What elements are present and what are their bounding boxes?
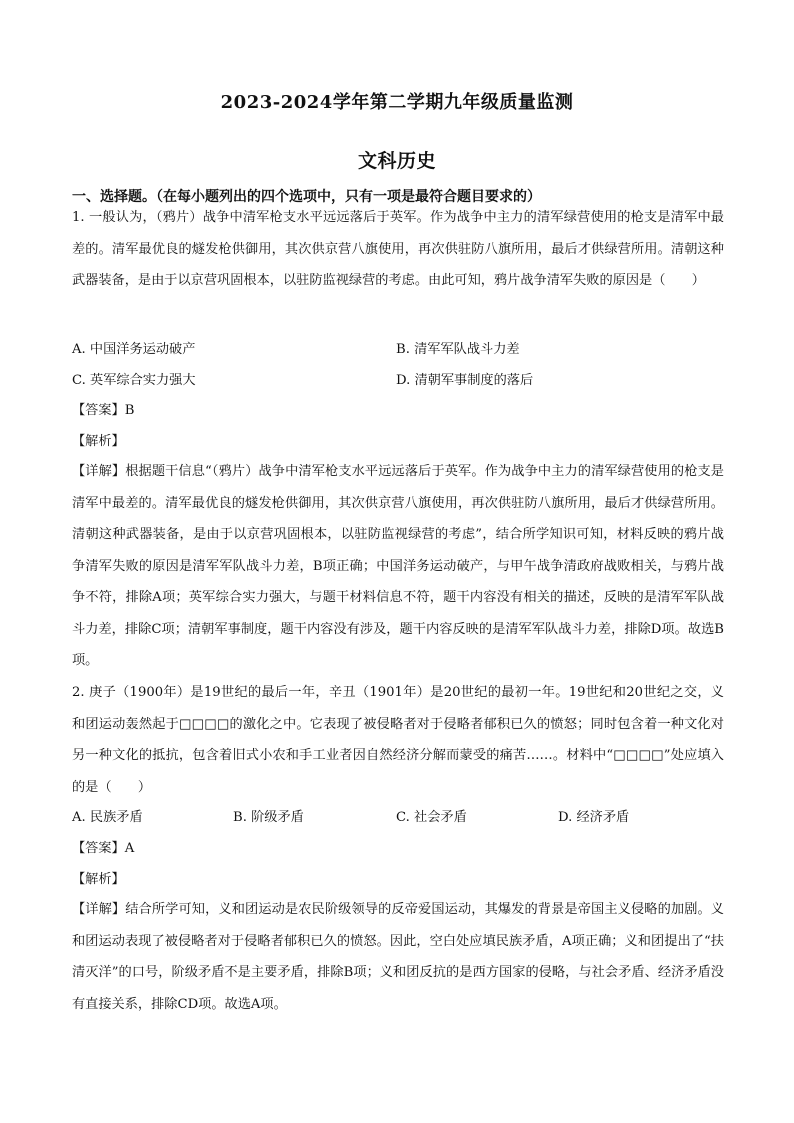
section-heading: 一、选择题。（在每小题列出的四个选项中，只有一项是最符合题目要求的）	[72, 189, 541, 205]
q2-option-d: D. 经济矛盾	[558, 810, 630, 825]
q2-stem: 2. 庚子（1900年）是19世纪的最后一年，辛丑（1901年）是20世纪的最初一年。19世纪和20世纪之交，义和团运动轰然起于□□□□的激化之中。它表现了被侵略者对于侵略者郁积已久的愤怒；同时包含着一种文化对另一种文化的抵抗，包含着旧式小农和手工业者因自然经济分解而蒙受的痛苦……。材料中“□□□□”处应填入的是（ ）	[72, 685, 724, 795]
q2-answer: 【答案】A	[72, 841, 135, 856]
q1-answer: 【答案】B	[72, 403, 135, 418]
q1-option-a: A. 中国洋务运动破产	[72, 342, 196, 357]
page-subtitle: 文科历史	[357, 150, 436, 172]
q1-option-c: C. 英军综合实力强大	[72, 373, 196, 388]
q2-detail: 【详解】结合所学可知，义和团运动是农民阶级领导的反帝爱国运动，其爆发的背景是帝国主义侵略的加剧。义和团运动表现了被侵略者对于侵略者郁积已久的愤怒。因此，空白处应填民族矛盾，A项正确；义和团提出了“扶清灭洋”的口号，阶级矛盾不是主要矛盾，排除B项；义和团反抗的是西方国家的侵略，与社会矛盾、经济矛盾没有直接关系，排除CD项。故选A项。	[72, 902, 724, 1012]
q2-analysis-label: 【解析】	[72, 872, 125, 887]
q1-option-d: D. 清朝军事制度的落后	[396, 373, 534, 388]
q1-option-b: B. 清军军队战斗力差	[396, 342, 520, 357]
q2-option-b: B. 阶级矛盾	[233, 810, 304, 825]
q2-option-c: C. 社会矛盾	[396, 810, 467, 825]
q1-stem: 1. 一般认为，（鸦片）战争中清军枪支水平远远落后于英军。作为战争中主力的清军绿营使用的枪支是清军中最差的。清军最优良的燧发枪供御用，其次供京营八旗使用，再次供驻防八旗所用，最后才供绿营所用。清朝这种武器装备，是由于以京营巩固根本，以驻防监视绿营的考虑。由此可知，鸦片战争清军失败的原因是（ ）	[72, 210, 724, 288]
q2-option-a: A. 民族矛盾	[72, 810, 143, 825]
page-title: 2023-2024学年第二学期九年级质量监测	[220, 92, 574, 113]
q1-analysis-label: 【解析】	[72, 434, 125, 449]
q1-detail: 【详解】根据题干信息“（鸦片）战争中清军枪支水平远远落后于英军。作为战争中主力的清军绿营使用的枪支是清军中最差的。清军最优良的燧发枪供御用，其次供京营八旗使用，再次供驻防八旗所用，最后才供绿营所用。清朝这种武器装备，是由于以京营巩固根本，以驻防监视绿营的考虑”，结合所学知识可知，材料反映的鸦片战争清军失败的原因是清军军队战斗力差，B项正确；中国洋务运动破产，与甲午战争清政府战败相关，与鸦片战争不符，排除A项；英军综合实力强大，与题干材料信息不符，题干内容没有相关的描述，反映的是清军军队战斗力差，排除C项；清朝军事制度，题干内容没有涉及，题干内容反映的是清军军队战斗力差，排除D项。故选B项。	[72, 464, 724, 668]
